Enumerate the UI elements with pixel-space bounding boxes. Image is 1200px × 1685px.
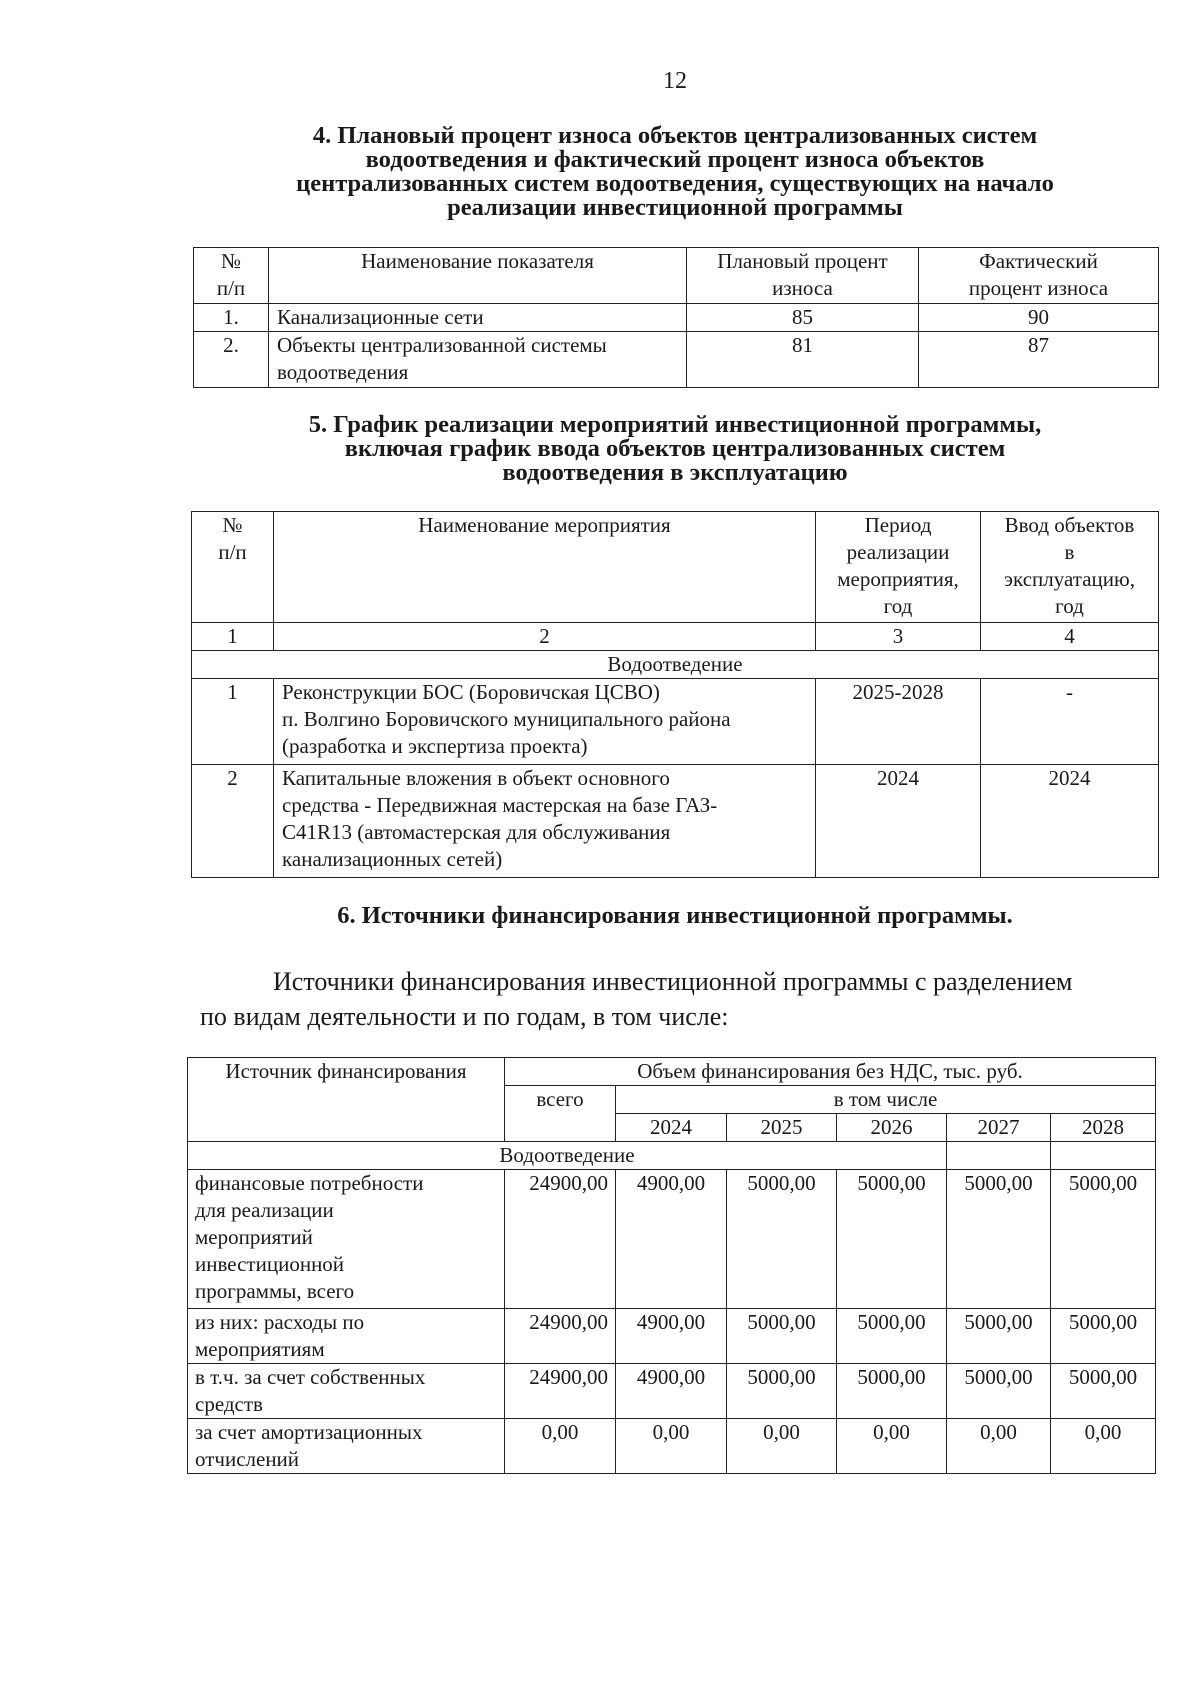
row-value: 5000,00 <box>837 1170 947 1309</box>
row-num: 2 <box>192 765 274 878</box>
header-source: Источник финансирования <box>188 1058 505 1142</box>
row-value: 5000,00 <box>837 1309 947 1364</box>
row-total: 24900,00 <box>505 1364 616 1419</box>
header-activity-name: Наименование мероприятия <box>274 512 816 623</box>
row-actual-percent: 90 <box>919 304 1159 332</box>
header-commissioning: Ввод объектов в эксплуатацию, год <box>981 512 1159 623</box>
row-commissioning: - <box>981 679 1159 765</box>
row-period: 2024 <box>816 765 981 878</box>
row-activity-name: Капитальные вложения в объект основного средства - Передвижная мастерская на базе ГАЗ- C41R13 (автомастерская для обслуживания канализационных сетей) <box>274 765 816 878</box>
row-value: 0,00 <box>616 1419 727 1474</box>
row-total: 24900,00 <box>505 1309 616 1364</box>
row-value: 5000,00 <box>947 1364 1051 1419</box>
column-number: 2 <box>274 623 816 651</box>
table-row <box>188 1309 1156 1364</box>
header-including: в том числе <box>616 1086 1156 1114</box>
group-row <box>188 1142 1156 1170</box>
row-value: 0,00 <box>837 1419 947 1474</box>
row-value: 5000,00 <box>1051 1364 1156 1419</box>
header-year: 2024 <box>616 1114 727 1142</box>
row-planned-percent: 85 <box>687 304 919 332</box>
row-value: 4900,00 <box>616 1170 727 1309</box>
row-value: 4900,00 <box>616 1364 727 1419</box>
row-value: 5000,00 <box>1051 1309 1156 1364</box>
table-row <box>194 332 1159 388</box>
row-planned-percent: 81 <box>687 332 919 388</box>
row-activity-name: Реконструкции БОС (Боровичская ЦСВО) п. Волгино Боровичского муниципального района (разработка и экспертиза проекта) <box>274 679 816 765</box>
header-year: 2025 <box>727 1114 837 1142</box>
table-row <box>194 304 1159 332</box>
row-num: 1 <box>192 679 274 765</box>
header-total: всего <box>505 1086 616 1142</box>
row-actual-percent: 87 <box>919 332 1159 388</box>
row-indicator-name: Канализационные сети <box>269 304 687 332</box>
title-line: централизованных систем водоотведения, существующих на начало <box>296 170 1054 197</box>
table-row <box>188 1170 1156 1309</box>
header-indicator-name: Наименование показателя <box>269 248 687 304</box>
row-value: 5000,00 <box>947 1309 1051 1364</box>
header-period: Период реализации мероприятия, год <box>816 512 981 623</box>
group-row <box>192 651 1159 679</box>
row-value: 5000,00 <box>1051 1170 1156 1309</box>
row-value: 0,00 <box>947 1419 1051 1474</box>
row-value: 5000,00 <box>947 1170 1051 1309</box>
row-num: 1. <box>194 304 269 332</box>
empty-cell <box>1051 1142 1156 1170</box>
header-year: 2027 <box>947 1114 1051 1142</box>
row-value: 5000,00 <box>727 1309 837 1364</box>
column-number-row <box>192 623 1159 651</box>
section-5-title <box>200 413 1150 485</box>
row-value: 0,00 <box>727 1419 837 1474</box>
row-value: 5000,00 <box>727 1364 837 1419</box>
row-source-label: в т.ч. за счет собственных средств <box>188 1364 505 1419</box>
row-total: 24900,00 <box>505 1170 616 1309</box>
schedule-table <box>191 511 1159 878</box>
empty-cell <box>947 1142 1051 1170</box>
financing-table <box>187 1057 1156 1474</box>
row-period: 2025-2028 <box>816 679 981 765</box>
row-value: 5000,00 <box>837 1364 947 1419</box>
column-number: 4 <box>981 623 1159 651</box>
table-header-row <box>188 1058 1156 1086</box>
wear-percentage-table <box>193 247 1159 388</box>
header-num: № п/п <box>194 248 269 304</box>
column-number: 3 <box>816 623 981 651</box>
title-line: 5. График реализации мероприятий инвестиционной программы, <box>308 411 1042 438</box>
row-indicator-name: Объекты централизованной системы водоотведения <box>269 332 687 388</box>
group-label: Водоотведение <box>188 1142 947 1170</box>
table-header-row <box>192 512 1159 623</box>
table-row <box>188 1364 1156 1419</box>
header-planned-percent: Плановый процент износа <box>687 248 919 304</box>
row-value: 4900,00 <box>616 1309 727 1364</box>
table-row <box>192 679 1159 765</box>
row-source-label: финансовые потребности для реализации мероприятий инвестиционной программы, всего <box>188 1170 505 1309</box>
header-num: № п/п <box>192 512 274 623</box>
column-number: 1 <box>192 623 274 651</box>
title-line: водоотведения и фактический процент износа объектов <box>365 146 985 173</box>
title-line: водоотведения в эксплуатацию <box>502 459 848 486</box>
row-value: 0,00 <box>1051 1419 1156 1474</box>
row-value: 5000,00 <box>727 1170 837 1309</box>
title-line: включая график ввода объектов централизованных систем <box>344 435 1006 462</box>
header-actual-percent: Фактический процент износа <box>919 248 1159 304</box>
section-6-intro: Источники финансирования инвестиционной программы с разделением по видам деятельности и по годам, в том числе: <box>200 967 1073 1031</box>
title-line: реализации инвестиционной программы <box>447 194 903 221</box>
header-volume: Объем финансирования без НДС, тыс. руб. <box>505 1058 1156 1086</box>
page-number: 12 <box>663 68 687 94</box>
row-commissioning: 2024 <box>981 765 1159 878</box>
table-header-row <box>194 248 1159 304</box>
table-row <box>188 1419 1156 1474</box>
row-num: 2. <box>194 332 269 388</box>
table-row <box>192 765 1159 878</box>
header-year: 2028 <box>1051 1114 1156 1142</box>
section-6-title: 6. Источники финансирования инвестиционной программы. <box>337 902 1013 929</box>
row-source-label: за счет амортизационных отчислений <box>188 1419 505 1474</box>
row-source-label: из них: расходы по мероприятиям <box>188 1309 505 1364</box>
title-line: 4. Плановый процент износа объектов централизованных систем <box>312 122 1038 149</box>
group-label: Водоотведение <box>192 651 1159 679</box>
header-year: 2026 <box>837 1114 947 1142</box>
row-total: 0,00 <box>505 1419 616 1474</box>
section-4-title <box>200 124 1150 220</box>
